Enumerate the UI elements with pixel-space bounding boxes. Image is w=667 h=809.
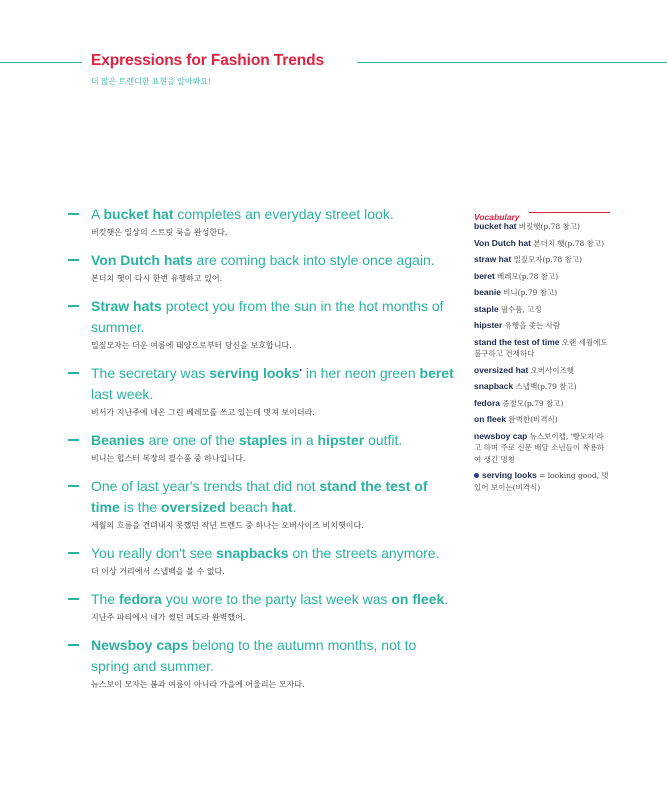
header-rule-left [0, 62, 82, 63]
vocabulary-term: fedora [474, 397, 500, 408]
expression-text: last week. [91, 386, 154, 402]
dash-marker [68, 439, 79, 441]
keyword: stand the test of time [91, 478, 428, 515]
keyword: bucket hat [103, 206, 174, 222]
keyword: on fleek [391, 591, 445, 607]
vocabulary-definition: 중절모(p.79 참고) [502, 398, 564, 408]
expression-text: . [444, 591, 449, 607]
dash-marker [68, 644, 79, 646]
vocabulary-definition: = looking good, 멋있어 보이는(비격식) [474, 471, 609, 492]
vocabulary-list [474, 221, 610, 493]
dash-marker [68, 485, 79, 487]
page-subtitle: 더 많은 트렌디한 표현을 알아봐요! [91, 77, 211, 86]
keyword: snapbacks [216, 545, 289, 561]
expression-item [66, 589, 456, 624]
expression-korean: 더 이상 거리에서 스냅백을 볼 수 없다. [91, 567, 225, 576]
keyword: Beanies [91, 432, 145, 448]
vocabulary-definition: 오랜 세월에도 불구하고 건재하다 [474, 337, 608, 358]
keyword: hat [271, 499, 293, 515]
keyword: oversized [161, 499, 226, 515]
expression-item [66, 250, 456, 285]
expression-item [66, 543, 456, 578]
expression-text: beach [225, 499, 272, 515]
keyword: serving looks [209, 365, 300, 381]
vocabulary-definition: 버킷햇(p.78 참고) [518, 222, 580, 231]
expression-english [91, 589, 456, 610]
expression-korean: 비니는 힙스터 복장의 필수품 중 하나입니다. [91, 454, 246, 463]
expression-english [91, 635, 456, 677]
vocabulary-term: beret [474, 270, 495, 281]
expression-item [66, 635, 456, 691]
expression-english [91, 250, 456, 271]
expression-text: A [91, 206, 104, 222]
expression-text: are coming back into style once again. [192, 252, 435, 268]
expression-korean: 뉴스보이 모자는 봄과 여름이 아니라 가을에 어울리는 모자다. [91, 680, 305, 689]
vocabulary-entry [474, 365, 610, 377]
vocabulary-term: newsboy cap [474, 430, 528, 441]
vocabulary-entry [474, 337, 610, 360]
dash-marker [68, 259, 79, 261]
expression-text: You really don't see [91, 545, 217, 561]
vocabulary-entry [474, 238, 610, 250]
dash-marker [68, 552, 79, 554]
expression-text: . [292, 499, 297, 515]
expression-text: you wore to the party last week was [161, 591, 392, 607]
expression-text: are one of the [144, 432, 239, 448]
header-rule-right [357, 62, 667, 63]
keyword: Straw hats [91, 298, 162, 314]
dash-marker [68, 213, 79, 215]
vocabulary-term: hipster [474, 320, 503, 330]
vocabulary-definition: 뉴스보이캡, '빵모자'라고 하며 주로 신문 배달 소년들이 착용하여 생긴 명칭 [474, 431, 605, 464]
expression-item [66, 430, 456, 465]
vocabulary-entry [474, 304, 610, 316]
vocabulary-term: stand the test of time [474, 336, 560, 347]
expression-item [66, 363, 456, 419]
keyword: hipster [317, 432, 365, 448]
vocabulary-term: straw hat [474, 254, 512, 264]
expression-english [91, 543, 456, 564]
vocabulary-entry [474, 431, 610, 466]
dash-marker [68, 372, 79, 374]
vocabulary-definition: 유행을 좇는 사람 [504, 321, 561, 330]
expression-text: The [91, 591, 120, 607]
expression-item [66, 204, 456, 239]
vocabulary-panel [474, 207, 610, 498]
keyword: Newsboy caps [91, 637, 189, 653]
vocabulary-term: staple [474, 303, 499, 314]
expression-korean: 버킷햇은 일상의 스트릿 룩을 완성한다. [91, 228, 228, 237]
vocabulary-entry [474, 398, 610, 410]
vocabulary-entry [474, 381, 610, 393]
page-title: Expressions for Fashion Trends [91, 52, 325, 69]
expression-korean: 지난주 파티에서 네가 썼던 페도라 완벽했어. [91, 613, 246, 622]
expression-korean: 세월의 흐름을 견뎌내지 못했던 작년 트렌드 중 하나는 오버사이즈 비치햇이다. [91, 521, 364, 530]
vocabulary-header [474, 207, 610, 221]
vocabulary-definition: 완벽한(비격식) [508, 415, 558, 424]
vocabulary-definition: 밀짚모자(p.78 참고) [513, 255, 582, 264]
vocabulary-definition: 베레모(p.78 참고) [497, 271, 559, 281]
expression-text: in her neon green [301, 365, 420, 381]
dash-marker [68, 305, 79, 307]
expression-korean: 비서가 지난주에 네온 그린 베레모를 쓰고 있는데 멋져 보이더라. [91, 408, 315, 417]
expression-english [91, 296, 456, 338]
expression-korean: 본더치 햇이 다시 한번 유행하고 있어. [91, 274, 223, 283]
bullet-icon [474, 473, 479, 478]
vocabulary-entry [474, 254, 610, 266]
dash-marker [68, 598, 79, 600]
expression-text: outfit. [364, 432, 403, 448]
keyword: fedora [119, 591, 162, 607]
vocabulary-definition: 오버사이즈햇 [530, 365, 575, 375]
expression-item [66, 476, 456, 532]
vocabulary-rule [529, 212, 610, 213]
vocabulary-definition: 스냅백(p.79 참고) [515, 382, 577, 391]
expression-text: in a [287, 432, 318, 448]
vocabulary-term: snapback [474, 381, 514, 391]
expression-english [91, 204, 456, 225]
vocabulary-definition: 필수품, 고정 [500, 304, 542, 314]
expression-english [91, 430, 456, 451]
vocabulary-title: Vocabulary [474, 212, 520, 222]
expression-item [66, 296, 456, 352]
vocabulary-entry [474, 287, 610, 299]
keyword: staples [238, 432, 288, 448]
vocabulary-entry [474, 414, 610, 426]
expression-list [66, 204, 456, 702]
vocabulary-entry [474, 221, 610, 233]
vocabulary-definition: 비니(p.79 참고) [503, 288, 558, 297]
vocabulary-term: oversized hat [474, 364, 529, 375]
expression-text: completes an everyday street look. [173, 206, 394, 222]
expression-text: The secretary was [91, 365, 210, 381]
vocabulary-entry [474, 320, 610, 332]
expression-english [91, 363, 456, 405]
expression-korean: 밀짚모자는 더운 여름에 태양으로부터 당신을 보호합니다. [91, 341, 292, 350]
vocabulary-term: serving looks [482, 470, 537, 480]
expression-text: is the [119, 499, 162, 515]
keyword: Von Dutch hats [91, 252, 193, 268]
expression-english [91, 476, 456, 518]
expression-text: belong to the autumn months, not to spring and summer. [91, 637, 417, 674]
vocabulary-term: Von Dutch hat [474, 237, 531, 248]
vocabulary-term: beanie [474, 287, 501, 297]
footnote-marker: • [299, 367, 302, 375]
vocabulary-entry [474, 470, 610, 493]
expression-text: on the streets anymore. [288, 545, 440, 561]
vocabulary-term: bucket hat [474, 221, 517, 231]
expression-text: One of last year's trends that did not [91, 478, 320, 494]
vocabulary-term: on fleek [474, 414, 507, 424]
keyword: beret [419, 365, 454, 381]
vocabulary-entry [474, 271, 610, 283]
vocabulary-definition: 본더치 햇(p.78 참고) [533, 238, 605, 248]
expression-text: protect you from the sun in the hot months of summer. [91, 298, 444, 335]
